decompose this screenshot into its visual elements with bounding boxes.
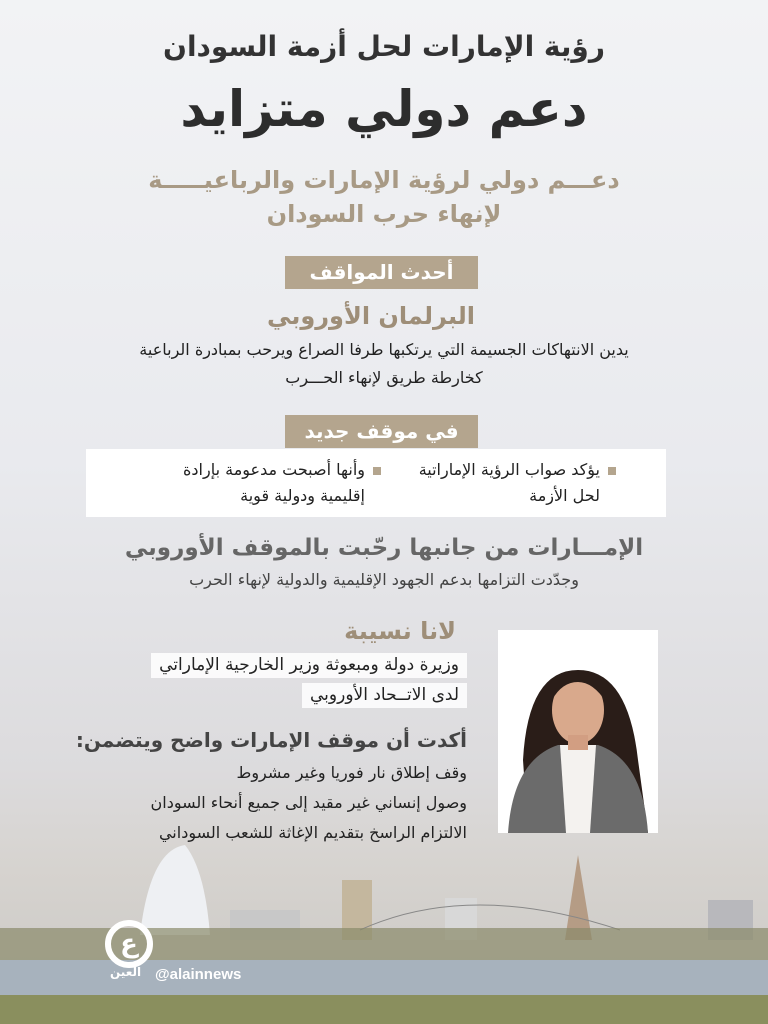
logo-text: العين xyxy=(110,965,142,979)
person-photo xyxy=(498,630,658,833)
point: وصول إنساني غير مقيد إلى جميع أنحاء السودان xyxy=(150,793,467,812)
new-position-tag: في موقف جديد xyxy=(285,415,478,448)
social-handle: @alainnews xyxy=(155,966,242,983)
page-title: دعم دولي متزايد xyxy=(180,80,588,138)
person-title-1: وزيرة دولة ومبعوثة وزير الخارجية الإماراتي xyxy=(151,653,467,678)
statement-points xyxy=(151,758,468,848)
latest-positions-tag: أحدث المواقف xyxy=(285,256,478,289)
eu-parliament-heading: البرلمان الأوروبي xyxy=(267,302,475,330)
person-name: لانا نسيبة xyxy=(344,617,456,645)
subtitle-line-2: لإنهاء حرب السودان xyxy=(266,200,502,228)
subtitle-line-1: دعـــم دولي لرؤية الإمارات والرباعيـــــة xyxy=(148,166,620,194)
uae-line: وجدّدت التزامها بدعم الجهود الإقليمية والدولية لإنهاء الحرب xyxy=(189,570,579,589)
bullet-item xyxy=(183,457,381,509)
statement-heading: أكدت أن موقف الإمارات واضح ويتضمن: xyxy=(75,728,467,752)
point: وقف إطلاق نار فوريا وغير مشروط xyxy=(236,763,467,782)
bullet-text: يؤكد صواب الرؤية الإماراتية xyxy=(418,460,600,479)
kicker: رؤية الإمارات لحل أزمة السودان xyxy=(163,30,605,63)
eu-line-1: يدين الانتهاكات الجسيمة التي يرتكبها طرفا الصراع ويرحب بمبادرة الرباعية xyxy=(139,340,629,359)
bullet-square-icon xyxy=(608,467,616,475)
alain-logo-icon: ع xyxy=(105,920,153,968)
person-title-2: لدى الاتــحاد الأوروبي xyxy=(302,683,467,708)
bullets-box xyxy=(86,449,666,517)
bullet-text: وأنها أصبحت مدعومة بإرادة xyxy=(183,460,365,479)
bullet-text: إقليمية ودولية قوية xyxy=(240,486,365,505)
bullet-text: لحل الأزمة xyxy=(529,486,600,505)
eu-line-2: كخارطة طريق لإنهاء الحـــرب xyxy=(285,368,483,387)
point: الالتزام الراسخ بتقديم الإغاثة للشعب السوداني xyxy=(158,823,467,842)
bullet-square-icon xyxy=(373,467,381,475)
uae-heading: الإمـــارات من جانبها رحّبت بالموقف الأوروبي xyxy=(124,535,644,561)
bullet-item xyxy=(419,457,616,509)
